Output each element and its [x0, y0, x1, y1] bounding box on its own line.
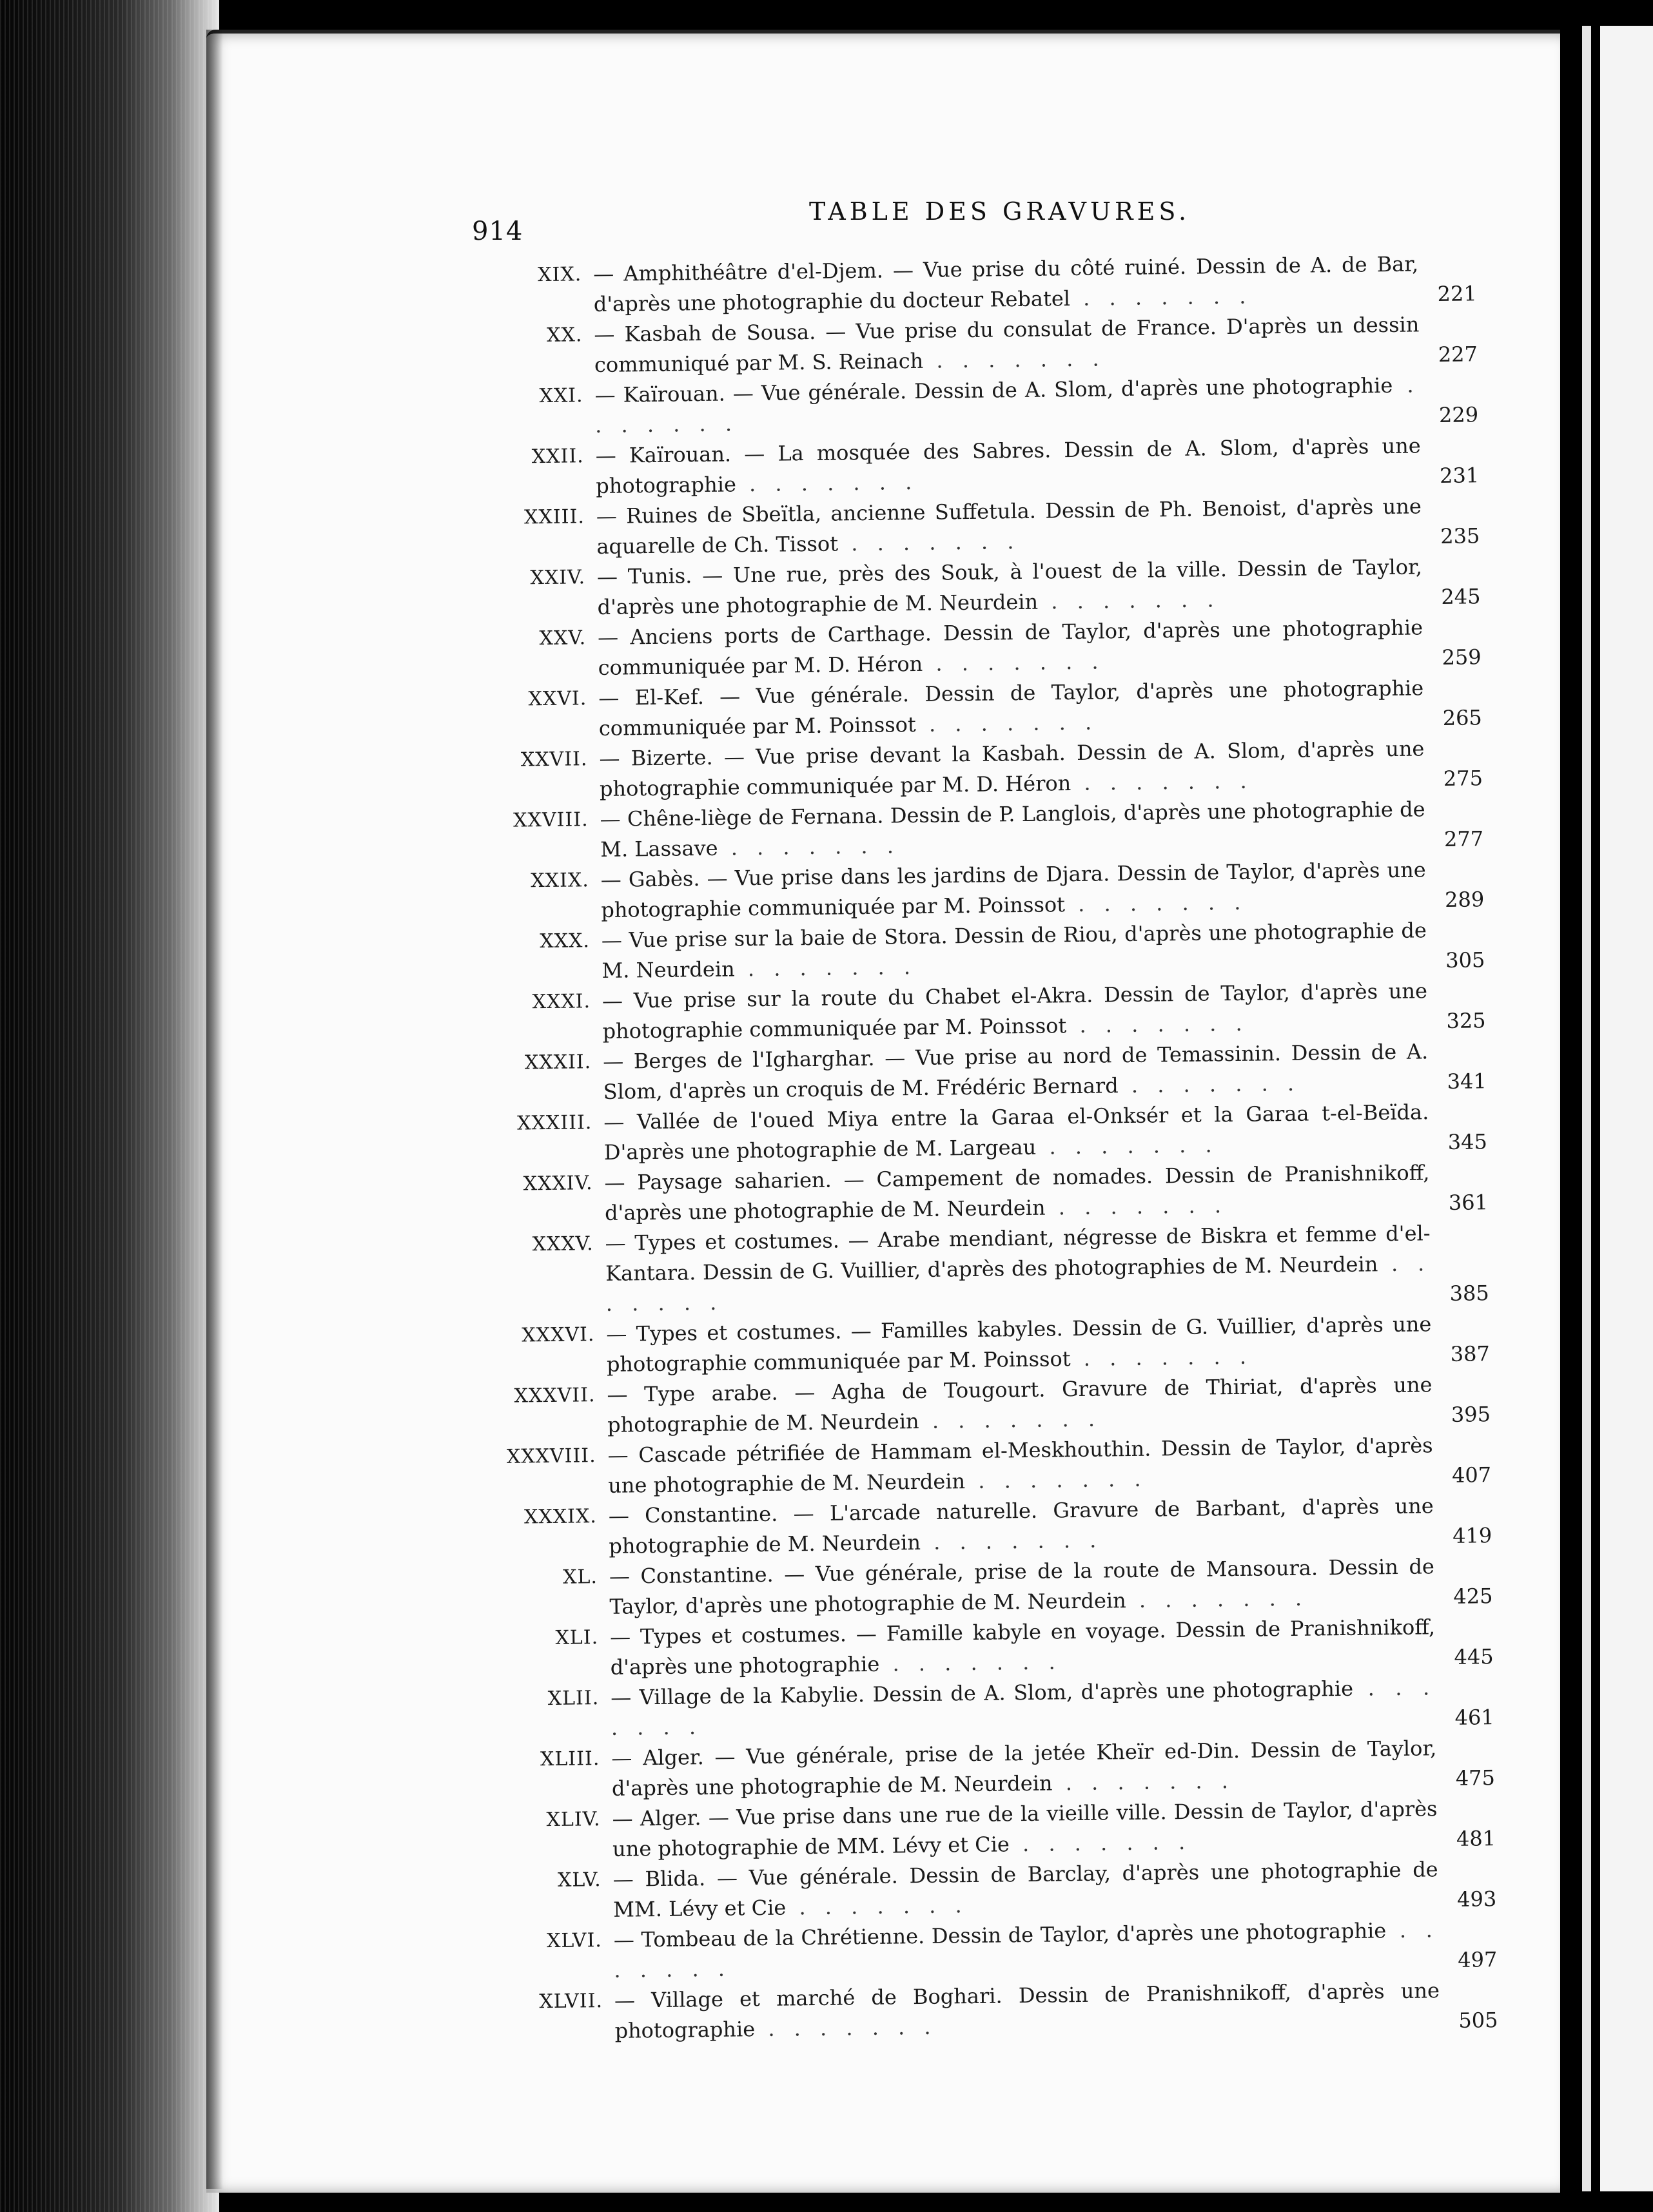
plate-caption: — Alger. — Vue générale, prise de la jetée Kheïr ed-Din. Dessin de Taylor, d'après une photographie de M. Neurdein: [611, 1736, 1437, 1801]
dot-leader: . . . . . . .: [879, 1649, 1062, 1676]
page-reference: 227: [1438, 342, 1478, 367]
list-item: [503, 1308, 1490, 1381]
plate-number: XX.: [546, 324, 583, 347]
list-item: [506, 1551, 1493, 1624]
plate-description: [607, 1370, 1433, 1441]
plate-number: XXXII.: [524, 1051, 592, 1074]
dot-leader: . . . . . . .: [1064, 889, 1247, 917]
plate-number: XXII.: [531, 445, 584, 469]
plate-number: XXVI.: [528, 687, 587, 711]
dot-leader: . . . . . . .: [1126, 1586, 1309, 1613]
list-item: [500, 1096, 1487, 1169]
page-gutter-shadow: [206, 30, 223, 2189]
plate-number: XXIX.: [531, 869, 589, 893]
dot-leader: . . . . . . .: [1118, 1071, 1301, 1098]
plate-number: XXXVII.: [514, 1384, 596, 1408]
dot-leader: . . . . . . .: [736, 469, 919, 497]
plate-description: [611, 1733, 1437, 1804]
plate-number: XXXVI.: [522, 1323, 595, 1347]
dot-leader: . . . . . . .: [1009, 1829, 1192, 1857]
dot-leader: . . . . . . .: [734, 954, 917, 982]
plate-caption: — Blida. — Vue générale. Dessin de Barclay, d'après une photographie de MM. Lévy et Cie: [612, 1857, 1438, 1922]
list-item: [493, 490, 1480, 563]
plate-number: XL.: [562, 1566, 598, 1589]
plate-description: [599, 733, 1425, 804]
page-reference: 341: [1447, 1069, 1487, 1094]
plate-description: [604, 1158, 1430, 1228]
dot-leader: . . . . . . .: [754, 2014, 937, 2042]
plate-number: XXXIV.: [523, 1172, 593, 1196]
plate-description: [602, 915, 1427, 986]
page-reference: 229: [1438, 402, 1479, 428]
page-reference: 385: [1449, 1281, 1489, 1306]
plate-number: XXIII.: [523, 505, 585, 529]
list-item: [500, 1036, 1487, 1109]
list-item: [498, 915, 1485, 987]
plate-description: [602, 976, 1428, 1047]
list-item: [511, 1975, 1498, 2048]
plate-description: [593, 249, 1419, 320]
plate-caption: — Alger. — Vue prise dans une rue de la vieille ville. Dessin de Taylor, d'après une photographie de MM. Lévy et Cie: [612, 1796, 1438, 1861]
page-reference: 493: [1456, 1887, 1497, 1912]
dot-leader: . . . . . . .: [594, 373, 1420, 438]
dot-leader: . . . . . . .: [614, 1917, 1439, 1983]
page-reference: 345: [1447, 1129, 1488, 1154]
dot-leader: . . . . . . .: [611, 1675, 1436, 1740]
plate-caption: — Kaïrouan. — La mosquée des Sabres. Dessin de A. Slom, d'après une photographie: [595, 433, 1421, 499]
dot-leader: . . . . . . .: [1070, 1344, 1253, 1372]
page-reference: 235: [1440, 523, 1480, 549]
plate-caption: — Village de la Kabylie. Dessin de A. Slom, d'après une photographie: [611, 1676, 1354, 1710]
plate-caption: — Types et costumes. — Famille kabyle en voyage. Dessin de Pranishnikoff, d'après une photographie: [609, 1615, 1436, 1680]
plate-description: [594, 309, 1420, 380]
plate-description: [598, 673, 1424, 744]
page-reference: 245: [1441, 584, 1481, 610]
list-item: [509, 1793, 1496, 1866]
plate-description: [605, 1218, 1431, 1319]
dot-leader: . . . . . . .: [786, 1893, 968, 1920]
plate-description: [603, 1097, 1429, 1168]
list-item: [508, 1732, 1495, 1805]
page-reference: 461: [1454, 1705, 1494, 1730]
plate-number: XXV.: [539, 626, 587, 650]
plate-caption: — Paysage saharien. — Campement de nomades. Dessin de Pranishnikoff, d'après une photographie de M. Neurdein: [604, 1160, 1430, 1225]
page-reference: 275: [1443, 766, 1483, 791]
plate-caption: — Type arabe. — Agha de Tougourt. Gravure de Thiriat, d'après une photographie de M. Neurdein: [607, 1372, 1433, 1437]
plate-number: XXXVIII.: [506, 1444, 596, 1468]
plate-description: [607, 1430, 1433, 1501]
list-item: [501, 1157, 1488, 1230]
plate-description: [606, 1309, 1432, 1380]
page-reference: 277: [1443, 826, 1484, 851]
plate-caption: — Berges de l'Igharghar. — Vue prise au nord de Temassinin. Dessin de A. Slom, d'après un croquis de M. Frédéric Bernard: [602, 1039, 1429, 1104]
plate-description: [595, 431, 1421, 501]
list-item: [507, 1611, 1494, 1684]
plate-caption: — Kaïrouan. — Vue générale. Dessin de A. Slom, d'après une photographie: [594, 373, 1393, 408]
plate-description: [596, 491, 1422, 562]
list-item: [509, 1854, 1496, 1926]
list-item: [496, 793, 1483, 866]
plate-number: XXXIII.: [516, 1111, 592, 1135]
plate-number: XIX.: [537, 263, 582, 287]
next-page-margin: [1600, 26, 1653, 2191]
plate-description: [612, 1854, 1438, 1925]
plate-number: XLV.: [557, 1868, 602, 1892]
list-item: [504, 1430, 1491, 1502]
plate-description: [594, 370, 1420, 441]
page-reference: 305: [1445, 947, 1485, 973]
dot-leader: . . . . . . .: [1066, 1011, 1249, 1038]
plate-caption: — Village et marché de Boghari. Dessin de Pranishnikoff, d'après une photographie: [614, 1978, 1440, 2043]
plate-number: XLI.: [555, 1626, 599, 1649]
dot-leader: . . . . . . .: [605, 1251, 1431, 1316]
plate-caption: — El-Kef. — Vue générale. Dessin de Taylor, d'après une photographie communiquée par M. Poinssot: [598, 675, 1424, 741]
plate-caption: — Tombeau de la Chrétienne. Dessin de Taylor, d'après une photographie: [613, 1918, 1387, 1952]
plate-number: XXXIX.: [523, 1505, 598, 1529]
list-item: [502, 1218, 1489, 1321]
plate-number: XXI.: [539, 384, 583, 408]
dot-leader: . . . . . . .: [1070, 284, 1253, 311]
plate-caption: — Cascade pétrifiée de Hammam el-Meskhouthin. Dessin de Taylor, d'après une photographie de M. Neurdein: [607, 1433, 1433, 1498]
plate-caption: — Amphithéâtre d'el-Djem. — Vue prise du côté ruiné. Dessin de A. de Bar, d'après une photographie du docteur Rebatel: [593, 251, 1419, 317]
plate-description: [597, 552, 1423, 623]
plate-number: XLIV.: [546, 1808, 601, 1832]
plate-caption: — Vallée de l'oued Miya entre la Garaa el-Onksér et la Garaa t-el-Beïda. D'après une photographie de M. Largeau: [603, 1100, 1429, 1165]
page-reference: 445: [1454, 1644, 1494, 1669]
plate-caption: — Vue prise sur la route du Chabet el-Akra. Dessin de Taylor, d'après une photographie communiquée par M. Poinssot: [602, 978, 1428, 1043]
next-page-strip: [1582, 26, 1591, 2191]
plate-description: [609, 1551, 1435, 1622]
plate-caption: — Types et costumes. — Familles kabyles. Dessin de G. Vuillier, d'après une photographie communiquée par M. Poinssot: [606, 1312, 1432, 1377]
list-item: [492, 430, 1479, 503]
dot-leader: . . . . . . .: [923, 346, 1106, 373]
plate-description: [614, 1975, 1440, 2046]
page-reference: 395: [1451, 1402, 1491, 1427]
table-of-engravings: [490, 248, 1498, 2047]
list-item: [495, 672, 1482, 745]
plate-description: [611, 1673, 1436, 1743]
next-page-edge: [1560, 0, 1653, 2212]
plate-description: [614, 1915, 1440, 1986]
page-reference: 231: [1439, 463, 1480, 489]
list-item: [490, 248, 1477, 321]
plate-number: XLVII.: [539, 1990, 603, 2013]
page-reference: 481: [1456, 1826, 1496, 1851]
list-item: [499, 975, 1486, 1048]
page-reference: 387: [1450, 1341, 1491, 1366]
plate-number: XLIII.: [540, 1747, 600, 1771]
plate-number: XXVII.: [520, 748, 588, 771]
dot-leader: . . . . . . .: [718, 833, 901, 860]
plate-caption: — Chêne-liège de Fernana. Dessin de P. Langlois, d'après une photographie de M. Lassave: [600, 797, 1425, 862]
plate-description: [603, 1036, 1429, 1107]
plate-caption: — Ruines de Sbeïtla, ancienne Suffetula. Dessin de Ph. Benoist, d'après une aquarelle de Ch. Tissot: [596, 494, 1422, 559]
page-reference: 361: [1448, 1190, 1489, 1215]
page-reference: 419: [1452, 1523, 1492, 1548]
plate-caption: — Kasbah de Sousa. — Vue prise du consulat de France. D'après un dessin communiqué par M. S. Reinach: [594, 312, 1420, 378]
plate-caption: — Tunis. — Une rue, près des Souk, à l'ouest de la ville. Dessin de Taylor, d'après une photographie de M. Neurdein: [596, 554, 1423, 620]
plate-caption: — Constantine. — Vue générale, prise de la route de Mansoura. Dessin de Taylor, d'après une photographie de M. Neurdein: [609, 1554, 1435, 1619]
running-title: TABLE DES GRAVURES.: [809, 197, 1191, 226]
list-item: [511, 1914, 1498, 1987]
page-number: 914: [472, 217, 523, 246]
list-item: [494, 551, 1481, 624]
plate-caption: — Constantine. — L'arcade naturelle. Gravure de Barbant, d'après une photographie de M. Neurdein: [608, 1493, 1434, 1558]
dot-leader: . . . . . . .: [919, 1406, 1102, 1434]
list-item: [491, 369, 1478, 442]
list-item: [491, 309, 1478, 382]
list-item: [504, 1369, 1491, 1442]
page-reference: 259: [1442, 645, 1482, 670]
dot-leader: . . . . . . .: [1071, 768, 1253, 796]
page-reference: 325: [1446, 1008, 1486, 1033]
list-item: [497, 854, 1484, 927]
plate-number: XXXI.: [532, 990, 591, 1014]
plate-description: [612, 1794, 1438, 1865]
plate-number: XLII.: [547, 1687, 600, 1711]
dot-leader: . . . . . . .: [915, 710, 1099, 737]
page-reference: 425: [1453, 1584, 1493, 1609]
list-item: [496, 733, 1483, 806]
plate-caption: — Bizerte. — Vue prise devant la Kasbah. Dessin de A. Slom, d'après une photographie communiquée par M. D. Héron: [599, 736, 1425, 801]
plate-number: XLVI.: [546, 1929, 603, 1953]
plate-number: XXIV.: [530, 566, 586, 590]
plate-description: [600, 794, 1425, 865]
plate-number: XXVIII.: [513, 808, 589, 832]
page-reference: 475: [1455, 1765, 1496, 1790]
plate-description: [609, 1491, 1434, 1562]
plate-caption: — Types et costumes. — Arabe mendiant, négresse de Biskra et femme d'el-Kantara. Dessin de G. Vuillier, d'après des photographies de M. Neurdein: [605, 1221, 1431, 1286]
page-reference: 265: [1442, 705, 1483, 730]
plate-description: [600, 855, 1426, 926]
dot-leader: . . . . . . .: [1052, 1769, 1235, 1796]
list-item: [505, 1490, 1492, 1563]
dot-leader: . . . . . . .: [1036, 1132, 1218, 1159]
list-item: [494, 612, 1482, 684]
plate-caption: — Vue prise sur la baie de Stora. Dessin de Riou, d'après une photographie de M. Neurdein: [601, 918, 1427, 983]
plate-description: [598, 612, 1423, 683]
page-reference: 497: [1458, 1947, 1498, 1972]
page-reference: 221: [1437, 281, 1477, 307]
dot-leader: . . . . . . .: [837, 529, 1021, 556]
list-item: [507, 1672, 1494, 1745]
plate-number: XXXV.: [532, 1232, 594, 1256]
page-reference: 505: [1458, 2008, 1498, 2033]
dot-leader: . . . . . . .: [922, 649, 1105, 676]
dot-leader: . . . . . . .: [920, 1528, 1103, 1555]
dot-leader: . . . . . . .: [1045, 1193, 1228, 1220]
plate-caption: — Anciens ports de Carthage. Dessin de Taylor, d'après une photographie communiquée par M. D. Héron: [597, 615, 1423, 680]
page-reference: 289: [1444, 887, 1485, 912]
dot-leader: . . . . . . .: [964, 1466, 1148, 1494]
book-spine-edge: [0, 0, 219, 2212]
plate-caption: — Gabès. — Vue prise dans les jardins de Djara. Dessin de Taylor, d'après une photographie communiquée par M. Poinssot: [600, 857, 1426, 922]
page-reference: 407: [1451, 1462, 1492, 1488]
dot-leader: . . . . . . .: [1037, 587, 1220, 614]
plate-number: XXX.: [540, 929, 591, 953]
plate-description: [610, 1612, 1436, 1683]
